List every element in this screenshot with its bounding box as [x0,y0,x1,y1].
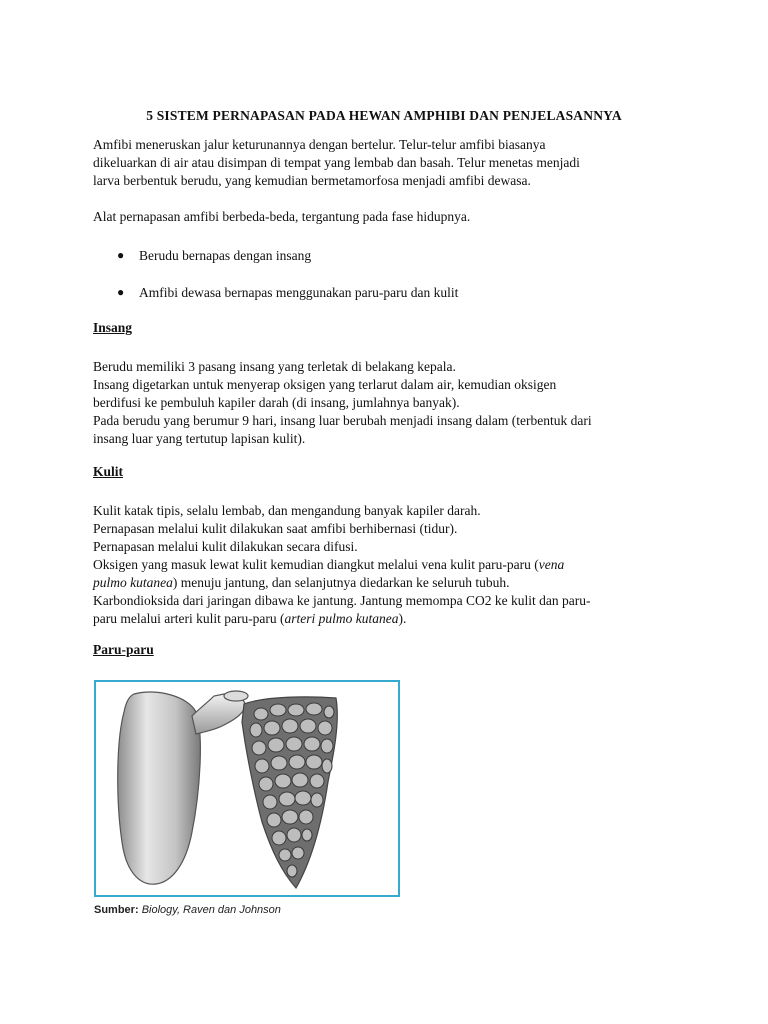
kulit-line: Karbondioksida dari jaringan dibawa ke jantung. Jantung memompa CO2 ke kulit dan paru- [93,593,591,608]
insang-line: Insang digetarkan untuk menyerap oksigen yang terlarut dalam air, kemudian oksigen [93,377,557,392]
document-title: 5 SISTEM PERNAPASAN PADA HEWAN AMPHIBI DAN PENJELASANNYA [146,108,622,123]
lung-figure [94,680,400,897]
kulit-line: Kulit katak tipis, selalu lembab, dan mengandung banyak kapiler darah. [93,503,481,518]
heading-insang: Insang [93,320,133,335]
alat-text: Alat pernapasan amfibi berbeda-beda, tergantung pada fase hidupnya. [93,209,471,224]
insang-paragraph [93,358,678,448]
heading-paru: Paru-paru [93,642,154,657]
kulit-line [93,556,678,574]
kulit-line4-text: Oksigen yang masuk lewat kulit kemudian diangkut melalui vena kulit paru-paru ( [93,557,539,572]
bullet-text: Amfibi dewasa bernapas menggunakan paru-paru dan kulit [139,285,459,300]
intro-line: Amfibi meneruskan jalur keturunannya dengan bertelur. Telur-telur amfibi biasanya [93,137,546,152]
kulit-line5-italic: pulmo kutanea [93,575,173,590]
kulit-paragraph [93,502,678,628]
intro-paragraph [93,136,678,190]
insang-line: Berudu memiliki 3 pasang insang yang terletak di belakang kepala. [93,359,456,374]
kulit-line4-italic: vena [538,557,565,572]
kulit-line5-text: ) menuju jantung, dan selanjutnya diedarkan ke seluruh tubuh. [172,575,510,590]
kulit-line7-italic: arteri pulmo kutanea [284,611,399,626]
insang-line: berdifusi ke pembuluh kapiler darah (di insang, jumlahnya banyak). [93,395,460,410]
kulit-line7-end: ). [398,611,407,626]
intro-line: dikeluarkan di air atau disimpan di tempat yang lembab dan basah. Telur menetas menjadi [93,155,580,170]
kulit-line [93,574,678,592]
kulit-line [93,610,678,628]
bullet-dot-icon: ● [117,248,125,262]
heading-kulit: Kulit [93,464,124,479]
bullet-dot-icon: ● [117,285,125,299]
kulit-line7-text: paru melalui arteri kulit paru-paru ( [93,611,285,626]
intro-line: larva berbentuk berudu, yang kemudian bermetamorfosa menjadi amfibi dewasa. [93,173,531,188]
left-lung-shape [118,692,201,884]
kulit-line: Pernapasan melalui kulit dilakukan saat amfibi berhibernasi (tidur). [93,521,458,536]
bullet-text: Berudu bernapas dengan insang [139,248,312,263]
caption-label: Sumber: [94,904,139,916]
caption-source: Biology, Raven dan Johnson [141,904,281,916]
alat-paragraph [93,208,678,226]
frog-lung-illustration [96,682,398,895]
insang-line: Pada berudu yang berumur 9 hari, insang luar berubah menjadi insang dalam (terbentuk dari [93,413,592,428]
figure-caption [94,904,281,916]
kulit-line: Pernapasan melalui kulit dilakukan secara difusi. [93,539,358,554]
trachea-opening [224,691,248,701]
insang-line: insang luar yang tertutup lapisan kulit). [93,431,306,446]
